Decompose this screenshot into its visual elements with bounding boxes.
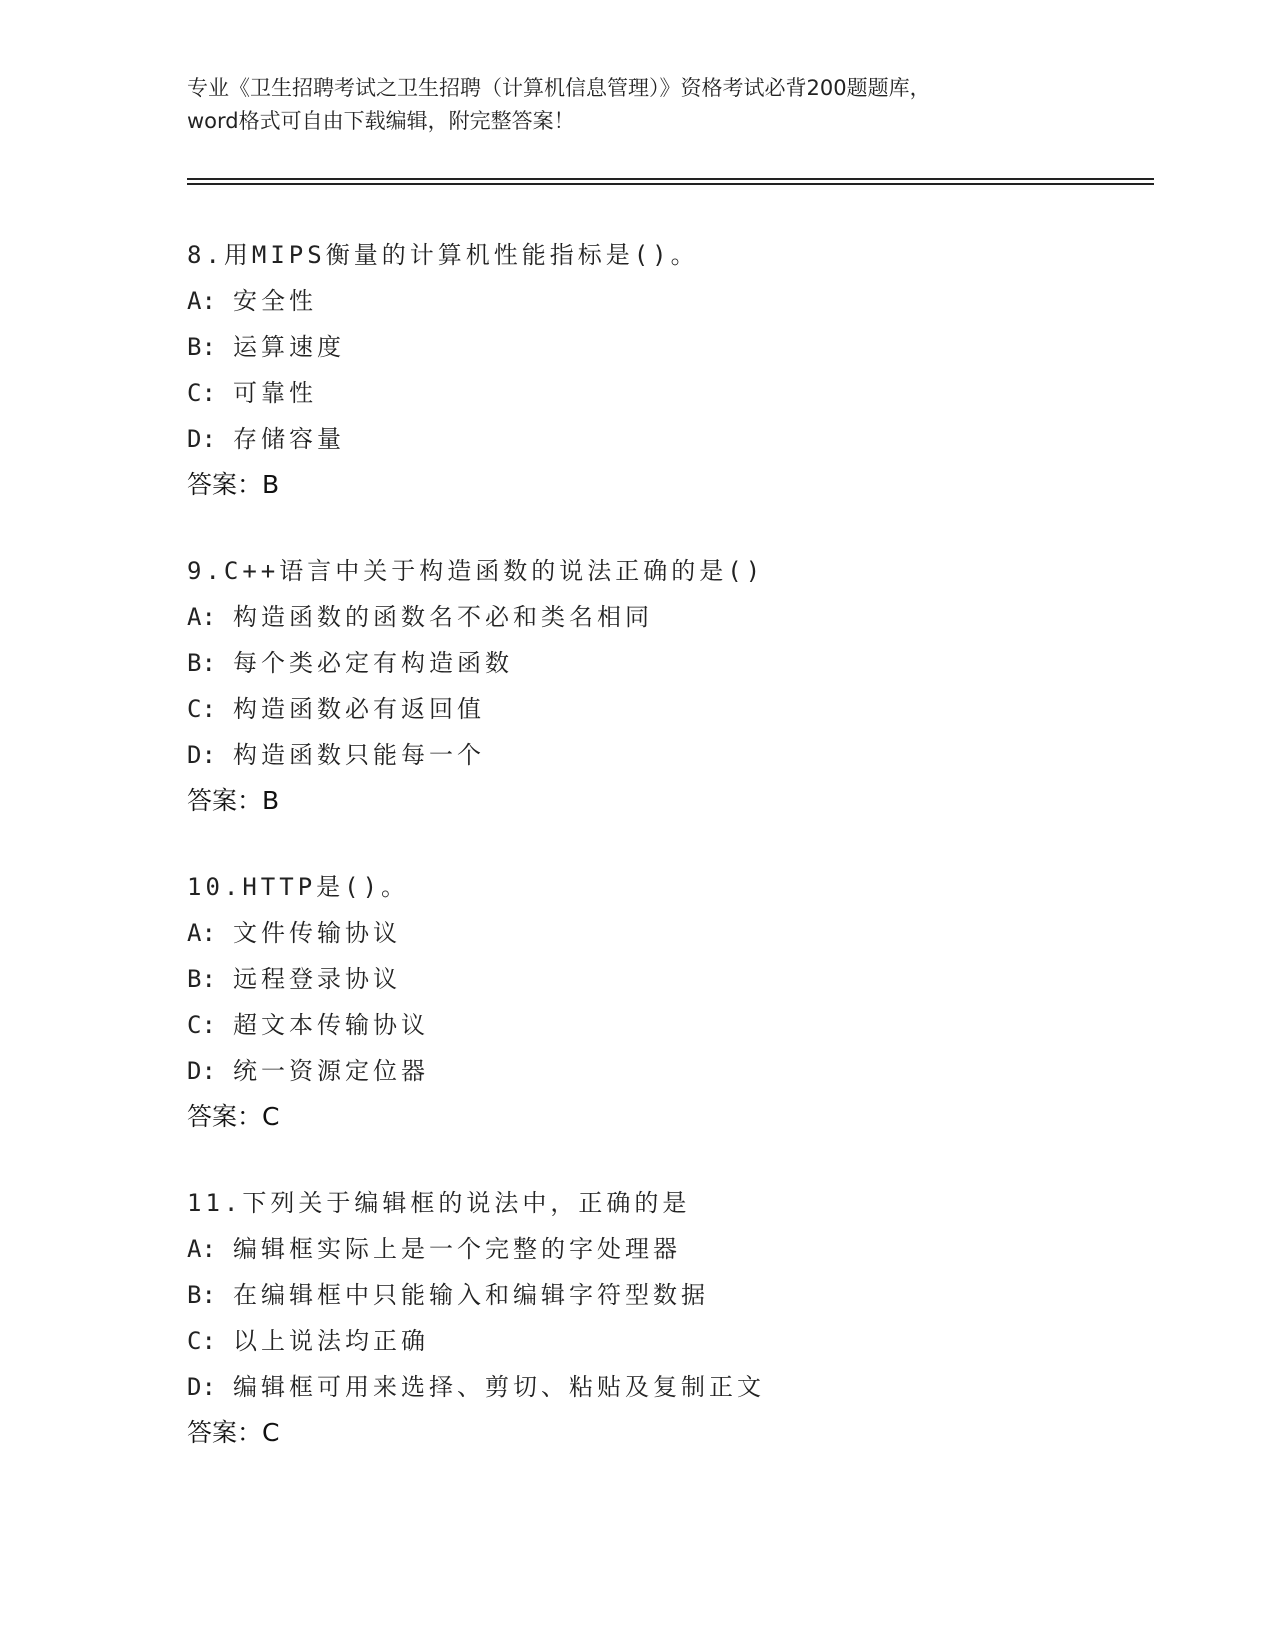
- option-label: A:: [187, 919, 216, 947]
- option-d: [187, 1364, 1147, 1410]
- option-c: [187, 686, 1147, 732]
- option-text: 远程登录协议: [233, 965, 401, 993]
- question-block: [187, 864, 1147, 1140]
- option-text: 超文本传输协议: [233, 1011, 429, 1039]
- option-label: B:: [187, 333, 216, 361]
- option-d: [187, 416, 1147, 462]
- option-text: 统一资源定位器: [233, 1057, 429, 1085]
- option-text: 每个类必定有构造函数: [233, 649, 513, 677]
- option-a: [187, 594, 1147, 640]
- question-block: [187, 1180, 1147, 1456]
- option-text: 文件传输协议: [233, 919, 401, 947]
- option-text: 编辑框实际上是一个完整的字处理器: [233, 1235, 681, 1263]
- option-label: D:: [187, 1373, 216, 1401]
- option-text: 可靠性: [233, 379, 317, 407]
- option-text: 在编辑框中只能输入和编辑字符型数据: [233, 1281, 709, 1309]
- option-label: D:: [187, 741, 216, 769]
- option-b: [187, 324, 1147, 370]
- option-text: 运算速度: [233, 333, 345, 361]
- header-divider-top: [187, 178, 1154, 180]
- option-text: 构造函数只能每一个: [233, 741, 485, 769]
- option-label: B:: [187, 649, 216, 677]
- question-text: 11.下列关于编辑框的说法中，正确的是: [187, 1189, 691, 1217]
- option-label: A:: [187, 1235, 216, 1263]
- option-label: D:: [187, 1057, 216, 1085]
- option-a: [187, 278, 1147, 324]
- header-line-2: word格式可自由下载编辑，附完整答案！: [187, 109, 575, 133]
- answer-line: 答案：C: [187, 1418, 280, 1447]
- question-text: 9.C++语言中关于构造函数的说法正确的是(): [187, 557, 765, 585]
- option-c: [187, 370, 1147, 416]
- answer-line: 答案：B: [187, 470, 280, 499]
- option-b: [187, 640, 1147, 686]
- option-b: [187, 1272, 1147, 1318]
- option-a: [187, 910, 1147, 956]
- option-label: A:: [187, 603, 216, 631]
- option-c: [187, 1002, 1147, 1048]
- answer-line: 答案：C: [187, 1102, 280, 1131]
- option-text: 编辑框可用来选择、剪切、粘贴及复制正文: [233, 1373, 765, 1401]
- header-line-1: 专业《卫生招聘考试之卫生招聘（计算机信息管理）》资格考试必背200题题库，: [187, 76, 931, 100]
- option-b: [187, 956, 1147, 1002]
- question-text: 8.用MIPS衡量的计算机性能指标是()。: [187, 241, 699, 269]
- question-text: 10.HTTP是()。: [187, 873, 410, 901]
- option-a: [187, 1226, 1147, 1272]
- question-block: [187, 232, 1147, 508]
- answer-line: 答案：B: [187, 786, 280, 815]
- option-c: [187, 1318, 1147, 1364]
- option-label: C:: [187, 1327, 216, 1355]
- option-label: D:: [187, 425, 216, 453]
- option-text: 存储容量: [233, 425, 345, 453]
- option-label: B:: [187, 1281, 216, 1309]
- option-d: [187, 732, 1147, 778]
- option-label: A:: [187, 287, 216, 315]
- header-divider-bottom: [187, 183, 1154, 185]
- option-label: C:: [187, 379, 216, 407]
- option-text: 以上说法均正确: [233, 1327, 429, 1355]
- question-block: [187, 548, 1147, 824]
- option-text: 构造函数的函数名不必和类名相同: [233, 603, 653, 631]
- option-label: C:: [187, 1011, 216, 1039]
- option-label: C:: [187, 695, 216, 723]
- option-label: B:: [187, 965, 216, 993]
- option-text: 安全性: [233, 287, 317, 315]
- option-text: 构造函数必有返回值: [233, 695, 485, 723]
- document-header: [187, 72, 1087, 138]
- option-d: [187, 1048, 1147, 1094]
